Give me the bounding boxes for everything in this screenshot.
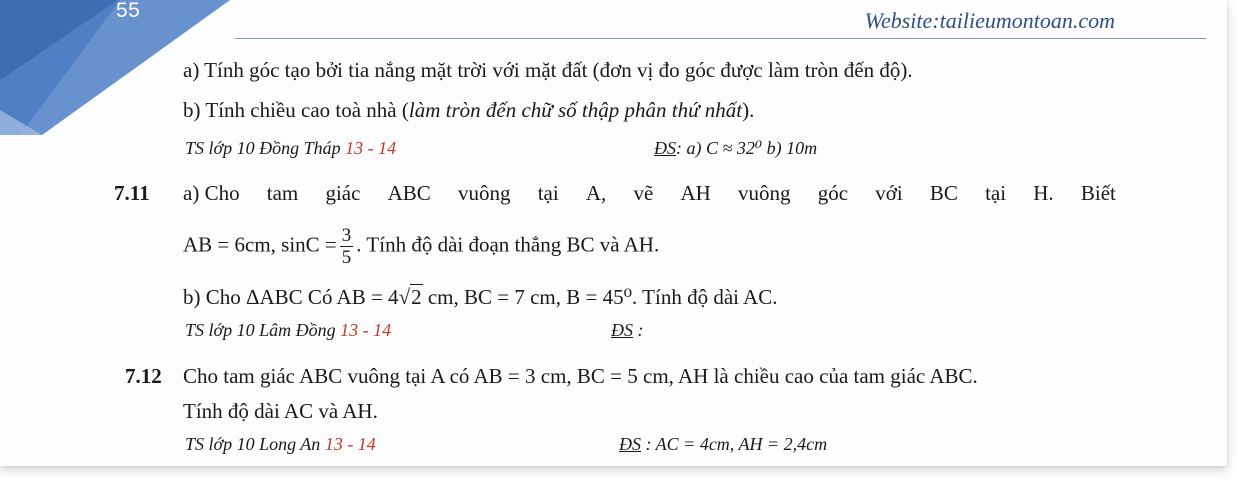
- problem-712-source: TS lớp 10 Long An 13 - 14: [185, 434, 376, 454]
- fraction: $\frac{3}{5}$: [341, 225, 352, 268]
- word: với: [875, 181, 903, 205]
- header-rule: [235, 38, 1206, 39]
- word: AH: [680, 181, 711, 205]
- problem-711-line1: [183, 181, 1116, 206]
- problem-712-line1: Cho tam giác ABC vuông tại A có AB = 3 cm, BC = 5 cm, AH là chiều cao của tam giác ABC.: [183, 364, 978, 388]
- problem-711-part-b: b) Cho ΔABC Có AB = 4√2 cm, BC = 7 cm, B = 45⁰. Tính độ dài AC.: [183, 285, 778, 309]
- website-header: Website:tailieumontoan.com: [864, 8, 1115, 33]
- prev-part-a: a) Tính góc tạo bởi tia nắng mặt trời với mặt đất (đơn vị đo góc được làm tròn đến độ).: [183, 58, 913, 82]
- word: A,: [585, 181, 607, 205]
- prev-source: TS lớp 10 Đồng Tháp 13 - 14: [185, 138, 397, 158]
- word: vuông: [458, 181, 511, 205]
- word: tam: [266, 181, 299, 205]
- problem-number: 7.11: [114, 181, 150, 205]
- word: ABC: [387, 181, 431, 205]
- word: vuông: [738, 181, 791, 205]
- word: giác: [325, 181, 361, 205]
- word: vẽ: [633, 181, 654, 205]
- word: H.: [1033, 181, 1054, 205]
- problem-712-answer: ĐS : AC = 4cm, AH = 2,4cm: [619, 434, 828, 454]
- prev-part-b: b) Tính chiều cao toà nhà (làm tròn đến chữ số thập phân thứ nhất).: [183, 98, 755, 122]
- problem-711-answer: ĐS :: [611, 320, 644, 340]
- page-number: 55: [116, 0, 141, 22]
- problem-number: 7.12: [125, 364, 162, 388]
- prev-answer: ĐS: a) C ≈ 32⁰ b) 10m: [654, 138, 818, 158]
- word: a) Cho: [183, 181, 240, 205]
- word: góc: [817, 181, 849, 205]
- problem-712-line2: Tính độ dài AC và AH.: [183, 399, 378, 423]
- problem-711-line2: AB = 6cm, sinC = $\frac{3}{5}$ . Tính độ dài đoạn thẳng BC và AH.: [183, 225, 660, 268]
- word: BC: [929, 181, 958, 205]
- word: Biết: [1080, 181, 1116, 205]
- word: tại: [537, 181, 559, 205]
- word: tại: [985, 181, 1007, 205]
- problem-711-source: TS lớp 10 Lâm Đồng 13 - 14: [185, 320, 392, 340]
